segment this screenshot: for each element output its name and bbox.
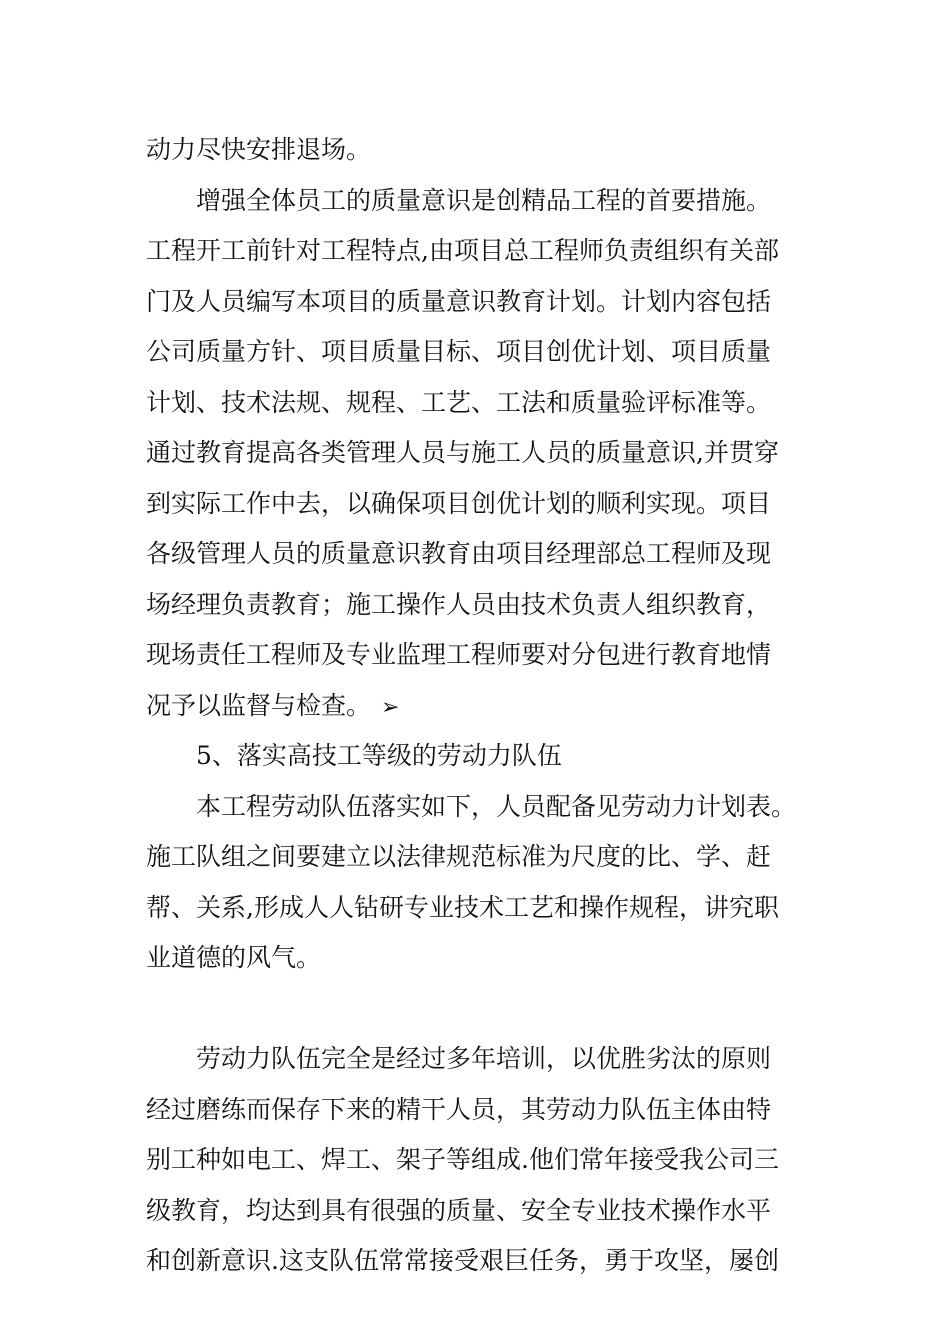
text-line: 况予以监督与检查。 <box>146 690 372 720</box>
text-line: 和创新意识.这支队伍常常接受艰巨任务，勇于攻坚，屡创 <box>146 1246 779 1275</box>
text-line: 级教育，均达到具有很强的质量、安全专业技术操作水平 <box>146 1195 772 1225</box>
text-line: 各级管理人员的质量意识教育由项目经理部总工程师及现 <box>146 539 772 568</box>
text-line: 工程开工前针对工程特点,由项目总工程师负责组织有关部 <box>146 236 779 265</box>
blank-line <box>146 984 826 1035</box>
text-line: 到实际工作中去，以确保项目创优计划的顺利实现。项目 <box>146 488 772 518</box>
paragraph-start-line: 劳动力队伍完全是经过多年培训，以优胜劣汰的原则 <box>196 1044 772 1073</box>
document-body <box>146 125 826 1287</box>
text-line: 经过磨练而保存下来的精干人员，其劳动力队伍主体由特 <box>146 1094 772 1124</box>
text-line: 动力尽快安排退场。 <box>146 135 372 164</box>
text-line: 公司质量方针、项目质量目标、项目创优计划、项目质量 <box>146 337 772 366</box>
text-line: 通过教育提高各类管理人员与施工人员的质量意识,并贯穿 <box>146 438 779 467</box>
arrow-bullet-icon: ➢ <box>381 694 400 720</box>
text-line: 别工种如电工、焊工、架子等组成.他们常年接受我公司三 <box>146 1145 779 1174</box>
text-line: 计划、技术法规、规程、工艺、工法和质量验评标准等。 <box>146 387 772 417</box>
text-line: 施工队组之间要建立以法律规范标准为尺度的比、学、赶 <box>146 842 772 871</box>
text-line: 门及人员编写本项目的质量意识教育计划。计划内容包括 <box>146 286 772 316</box>
text-line-with-bullet <box>146 681 826 732</box>
paragraph-start-line: 本工程劳动队伍落实如下，人员配备见劳动力计划表。 <box>196 791 797 821</box>
text-line: 现场责任工程师及专业监理工程师要对分包进行教育地情 <box>146 640 772 669</box>
text-line: 业道德的风气。 <box>146 943 322 972</box>
text-line: 帮、关系,形成人人钻研专业技术工艺和操作规程，讲究职 <box>146 892 779 922</box>
section-heading: 5、落实高技工等级的劳动力队伍 <box>196 741 562 770</box>
text-line: 场经理负责教育；施工操作人员由技术负责人组织教育， <box>146 589 772 619</box>
paragraph-start-line: 增强全体员工的质量意识是创精品工程的首要措施。 <box>196 185 772 215</box>
